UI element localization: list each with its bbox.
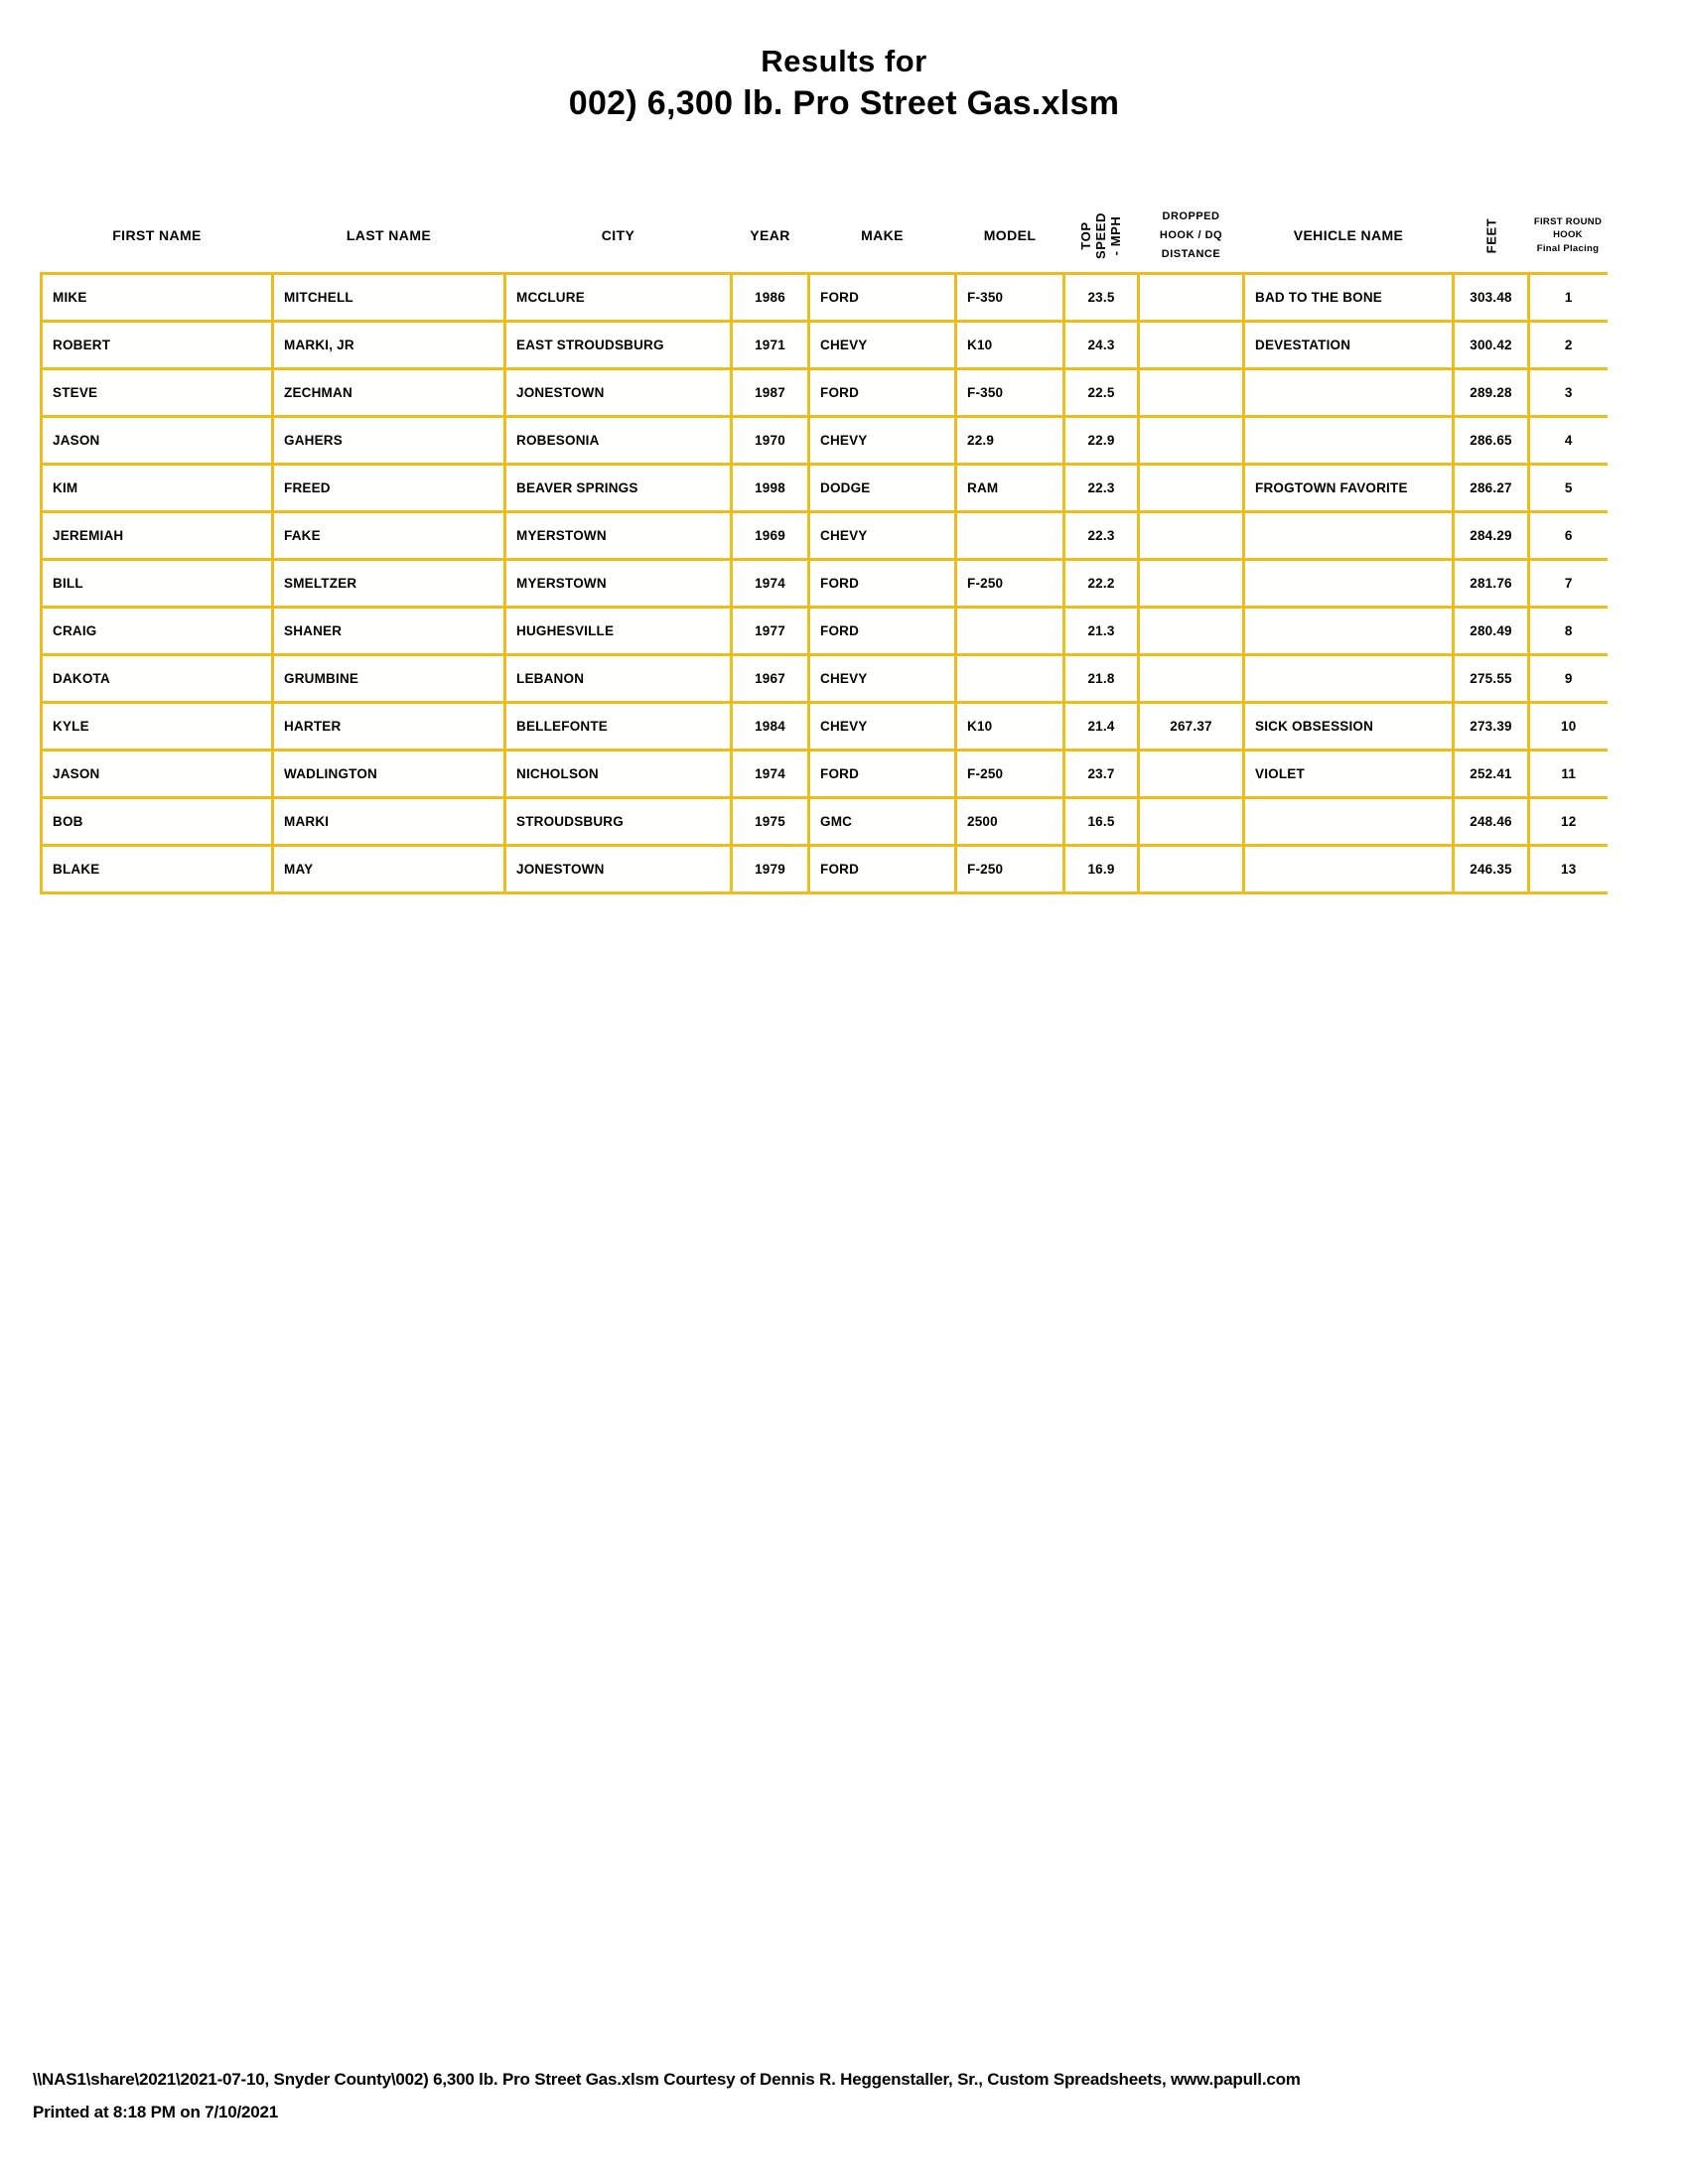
- cell-year: 1984: [732, 703, 809, 751]
- cell-top-speed: 23.5: [1064, 274, 1139, 322]
- cell-make: CHEVY: [809, 703, 956, 751]
- cell-year: 1975: [732, 798, 809, 846]
- cell-top-speed: 16.5: [1064, 798, 1139, 846]
- cell-dropped: [1139, 608, 1244, 655]
- cell-vehicle: DEVESTATION: [1244, 322, 1454, 369]
- column-header-city: [505, 199, 732, 274]
- cell-year: 1987: [732, 369, 809, 417]
- cell-year: 1974: [732, 560, 809, 608]
- cell-make: CHEVY: [809, 417, 956, 465]
- cell-year: 1977: [732, 608, 809, 655]
- table-row: [42, 703, 1608, 751]
- cell-placing: 9: [1529, 655, 1608, 703]
- cell-model: [956, 608, 1064, 655]
- cell-placing: 4: [1529, 417, 1608, 465]
- cell-model: K10: [956, 322, 1064, 369]
- cell-feet: 286.65: [1454, 417, 1529, 465]
- column-header-label: CITY: [601, 227, 635, 243]
- cell-vehicle: [1244, 655, 1454, 703]
- cell-feet: 248.46: [1454, 798, 1529, 846]
- table-row: [42, 608, 1608, 655]
- cell-model: 22.9: [956, 417, 1064, 465]
- cell-dropped: [1139, 512, 1244, 560]
- cell-model: F-250: [956, 751, 1064, 798]
- cell-year: 1971: [732, 322, 809, 369]
- cell-top-speed: 22.2: [1064, 560, 1139, 608]
- cell-placing: 13: [1529, 846, 1608, 893]
- cell-top-speed: 21.8: [1064, 655, 1139, 703]
- table-row: [42, 512, 1608, 560]
- cell-city: ROBESONIA: [505, 417, 732, 465]
- cell-feet: 281.76: [1454, 560, 1529, 608]
- cell-make: CHEVY: [809, 512, 956, 560]
- cell-feet: 246.35: [1454, 846, 1529, 893]
- table-row: [42, 322, 1608, 369]
- cell-top-speed: 22.5: [1064, 369, 1139, 417]
- cell-year: 1998: [732, 465, 809, 512]
- cell-top-speed: 22.9: [1064, 417, 1139, 465]
- cell-year: 1969: [732, 512, 809, 560]
- cell-placing: 8: [1529, 608, 1608, 655]
- cell-city: BEAVER SPRINGS: [505, 465, 732, 512]
- cell-vehicle: FROGTOWN FAVORITE: [1244, 465, 1454, 512]
- page-title-line2: 002) 6,300 lb. Pro Street Gas.xlsm: [568, 84, 1120, 122]
- cell-placing: 12: [1529, 798, 1608, 846]
- cell-vehicle: [1244, 560, 1454, 608]
- cell-placing: 11: [1529, 751, 1608, 798]
- cell-city: STROUDSBURG: [505, 798, 732, 846]
- cell-last-name: SHANER: [273, 608, 505, 655]
- cell-feet: 286.27: [1454, 465, 1529, 512]
- cell-first-name: STEVE: [42, 369, 273, 417]
- page-title-line1: Results for: [761, 44, 927, 78]
- column-header-first-round-hook-final-placing: [1529, 199, 1608, 274]
- cell-dropped: 267.37: [1139, 703, 1244, 751]
- column-header-top-speed-mph: [1064, 199, 1139, 274]
- table-row: [42, 369, 1608, 417]
- cell-model: [956, 512, 1064, 560]
- cell-last-name: GAHERS: [273, 417, 505, 465]
- cell-feet: 273.39: [1454, 703, 1529, 751]
- cell-feet: 280.49: [1454, 608, 1529, 655]
- cell-city: NICHOLSON: [505, 751, 732, 798]
- cell-vehicle: BAD TO THE BONE: [1244, 274, 1454, 322]
- column-header-feet: [1454, 199, 1529, 274]
- cell-first-name: JASON: [42, 417, 273, 465]
- table-row: [42, 560, 1608, 608]
- stacked-header: FIRST ROUND HOOK Final Placing: [1533, 215, 1603, 254]
- cell-last-name: SMELTZER: [273, 560, 505, 608]
- cell-make: FORD: [809, 560, 956, 608]
- cell-top-speed: 23.7: [1064, 751, 1139, 798]
- rotated-header-feet: FEET: [1483, 217, 1498, 253]
- cell-city: EAST STROUDSBURG: [505, 322, 732, 369]
- cell-city: JONESTOWN: [505, 369, 732, 417]
- cell-make: FORD: [809, 751, 956, 798]
- cell-dropped: [1139, 369, 1244, 417]
- cell-last-name: WADLINGTON: [273, 751, 505, 798]
- cell-make: FORD: [809, 608, 956, 655]
- table-row: [42, 798, 1608, 846]
- cell-feet: 289.28: [1454, 369, 1529, 417]
- cell-vehicle: SICK OBSESSION: [1244, 703, 1454, 751]
- cell-model: [956, 655, 1064, 703]
- cell-top-speed: 21.3: [1064, 608, 1139, 655]
- cell-city: LEBANON: [505, 655, 732, 703]
- table-row: [42, 655, 1608, 703]
- cell-vehicle: [1244, 846, 1454, 893]
- cell-feet: 252.41: [1454, 751, 1529, 798]
- cell-first-name: JASON: [42, 751, 273, 798]
- stacked-header: DROPPED HOOK / DQ DISTANCE: [1159, 209, 1223, 260]
- cell-first-name: KIM: [42, 465, 273, 512]
- cell-top-speed: 22.3: [1064, 465, 1139, 512]
- cell-dropped: [1139, 322, 1244, 369]
- cell-make: GMC: [809, 798, 956, 846]
- cell-make: CHEVY: [809, 322, 956, 369]
- cell-dropped: [1139, 798, 1244, 846]
- cell-first-name: BOB: [42, 798, 273, 846]
- cell-placing: 3: [1529, 369, 1608, 417]
- table-row: [42, 846, 1608, 893]
- cell-city: MYERSTOWN: [505, 512, 732, 560]
- column-header-vehicle-name: [1244, 199, 1454, 274]
- rotated-header-wrap: [1454, 199, 1529, 272]
- cell-model: K10: [956, 703, 1064, 751]
- cell-model: F-350: [956, 369, 1064, 417]
- column-header-year: [732, 199, 809, 274]
- cell-model: F-250: [956, 560, 1064, 608]
- cell-top-speed: 22.3: [1064, 512, 1139, 560]
- cell-top-speed: 16.9: [1064, 846, 1139, 893]
- column-header-label: MODEL: [983, 227, 1037, 243]
- cell-last-name: MARKI: [273, 798, 505, 846]
- column-header-first-name: [42, 199, 273, 274]
- cell-first-name: KYLE: [42, 703, 273, 751]
- cell-last-name: HARTER: [273, 703, 505, 751]
- cell-city: MYERSTOWN: [505, 560, 732, 608]
- cell-placing: 1: [1529, 274, 1608, 322]
- table-row: [42, 274, 1608, 322]
- cell-city: MCCLURE: [505, 274, 732, 322]
- cell-vehicle: [1244, 417, 1454, 465]
- cell-placing: 2: [1529, 322, 1608, 369]
- cell-first-name: MIKE: [42, 274, 273, 322]
- rotated-header-top-speed: TOP SPEED - MPH: [1078, 211, 1124, 259]
- cell-model: 2500: [956, 798, 1064, 846]
- cell-feet: 300.42: [1454, 322, 1529, 369]
- cell-year: 1967: [732, 655, 809, 703]
- table-row: [42, 465, 1608, 512]
- cell-first-name: CRAIG: [42, 608, 273, 655]
- column-header-last-name: [273, 199, 505, 274]
- cell-first-name: BLAKE: [42, 846, 273, 893]
- cell-placing: 10: [1529, 703, 1608, 751]
- cell-year: 1974: [732, 751, 809, 798]
- cell-make: FORD: [809, 846, 956, 893]
- cell-vehicle: [1244, 608, 1454, 655]
- cell-first-name: JEREMIAH: [42, 512, 273, 560]
- cell-vehicle: VIOLET: [1244, 751, 1454, 798]
- cell-vehicle: [1244, 798, 1454, 846]
- cell-last-name: ZECHMAN: [273, 369, 505, 417]
- cell-feet: 275.55: [1454, 655, 1529, 703]
- cell-feet: 303.48: [1454, 274, 1529, 322]
- cell-year: 1970: [732, 417, 809, 465]
- column-header-make: [809, 199, 956, 274]
- page-footer: [33, 2069, 1301, 2134]
- cell-make: CHEVY: [809, 655, 956, 703]
- rotated-header-wrap: [1064, 199, 1139, 272]
- cell-first-name: DAKOTA: [42, 655, 273, 703]
- cell-year: 1986: [732, 274, 809, 322]
- cell-model: F-250: [956, 846, 1064, 893]
- cell-dropped: [1139, 655, 1244, 703]
- results-table: [40, 199, 1608, 894]
- cell-dropped: [1139, 846, 1244, 893]
- cell-last-name: MARKI, JR: [273, 322, 505, 369]
- cell-dropped: [1139, 560, 1244, 608]
- cell-city: BELLEFONTE: [505, 703, 732, 751]
- cell-last-name: MAY: [273, 846, 505, 893]
- cell-city: JONESTOWN: [505, 846, 732, 893]
- cell-dropped: [1139, 274, 1244, 322]
- column-header-label: MAKE: [861, 227, 904, 243]
- column-header-model: [956, 199, 1064, 274]
- cell-first-name: ROBERT: [42, 322, 273, 369]
- cell-year: 1979: [732, 846, 809, 893]
- cell-last-name: FREED: [273, 465, 505, 512]
- cell-make: FORD: [809, 369, 956, 417]
- cell-vehicle: [1244, 512, 1454, 560]
- table-row: [42, 417, 1608, 465]
- cell-dropped: [1139, 751, 1244, 798]
- cell-city: HUGHESVILLE: [505, 608, 732, 655]
- table-row: [42, 751, 1608, 798]
- cell-placing: 6: [1529, 512, 1608, 560]
- cell-feet: 284.29: [1454, 512, 1529, 560]
- table-header-row: [42, 199, 1608, 274]
- footer-file-path: \\NAS1\share\2021\2021-07-10, Snyder County\002) 6,300 lb. Pro Street Gas.xlsm Courtesy of Dennis R. Heggenstaller, Sr., Custom Spreadsheets, www.papull.com: [33, 2070, 1301, 2089]
- cell-last-name: FAKE: [273, 512, 505, 560]
- cell-top-speed: 21.4: [1064, 703, 1139, 751]
- cell-placing: 7: [1529, 560, 1608, 608]
- column-header-label: LAST NAME: [346, 227, 432, 243]
- cell-last-name: MITCHELL: [273, 274, 505, 322]
- column-header-dropped-hook-dq-distance: [1139, 199, 1244, 274]
- cell-model: F-350: [956, 274, 1064, 322]
- cell-dropped: [1139, 417, 1244, 465]
- column-header-label: YEAR: [750, 227, 790, 243]
- cell-make: FORD: [809, 274, 956, 322]
- column-header-label: FIRST NAME: [112, 227, 202, 243]
- page-title: [0, 42, 1688, 125]
- cell-first-name: BILL: [42, 560, 273, 608]
- cell-last-name: GRUMBINE: [273, 655, 505, 703]
- column-header-label: VEHICLE NAME: [1293, 227, 1404, 243]
- cell-make: DODGE: [809, 465, 956, 512]
- table-body: [42, 274, 1608, 893]
- cell-dropped: [1139, 465, 1244, 512]
- cell-model: RAM: [956, 465, 1064, 512]
- cell-vehicle: [1244, 369, 1454, 417]
- cell-placing: 5: [1529, 465, 1608, 512]
- cell-top-speed: 24.3: [1064, 322, 1139, 369]
- footer-printed-timestamp: Printed at 8:18 PM on 7/10/2021: [33, 2103, 279, 2121]
